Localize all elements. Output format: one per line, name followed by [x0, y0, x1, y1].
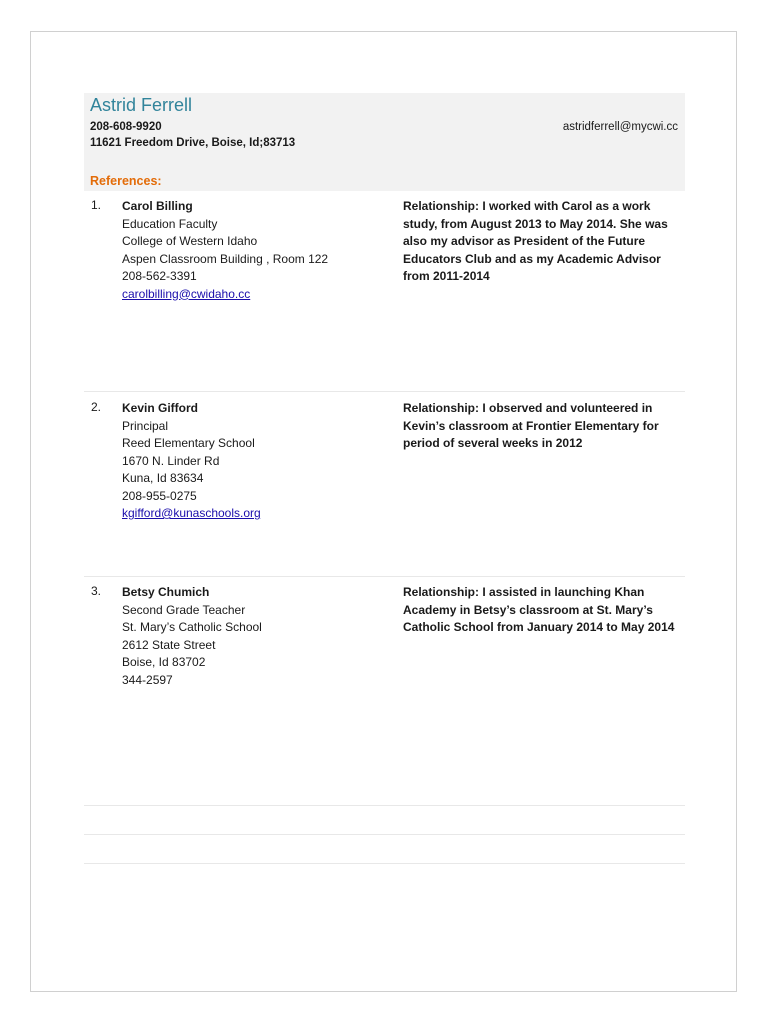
- reference-organization: St. Mary’s Catholic School: [122, 620, 262, 634]
- reference-email-link[interactable]: carolbilling@cwidaho.cc: [122, 286, 251, 301]
- reference-phone: 208-562-3391: [122, 269, 197, 283]
- reference-number: 3.: [91, 584, 102, 598]
- reference-title: Principal: [122, 418, 169, 433]
- divider: [84, 576, 685, 577]
- reference-organization: College of Western Idaho: [122, 234, 258, 248]
- reference-street: 1670 N. Linder Rd: [122, 453, 220, 468]
- reference-number: 2.: [91, 400, 102, 414]
- divider: [84, 805, 685, 806]
- applicant-name: Astrid Ferrell: [90, 95, 193, 115]
- references-heading: References:: [90, 174, 162, 188]
- reference-street: 2612 State Street: [122, 637, 216, 652]
- reference-organization: Reed Elementary School: [122, 436, 255, 450]
- reference-contact: [122, 400, 261, 523]
- applicant-phone: 208-608-9920: [90, 121, 162, 133]
- reference-contact: [122, 584, 262, 689]
- reference-title: Education Faculty: [122, 216, 218, 231]
- reference-phone: 344-2597: [122, 672, 173, 687]
- reference-name: Carol Billing: [122, 199, 193, 213]
- reference-title: Second Grade Teacher: [122, 602, 246, 617]
- reference-relationship: Relationship: I observed and volunteered in Kevin’s classroom at Frontier Elementary for period of several weeks in 2012: [403, 401, 659, 450]
- reference-contact: [122, 198, 328, 303]
- divider: [84, 834, 685, 835]
- reference-city: Kuna, Id 83634: [122, 471, 204, 485]
- reference-phone: 208-955-0275: [122, 488, 197, 503]
- reference-relationship: Relationship: I worked with Carol as a work study, from August 2013 to May 2014. She was also my advisor as President of the Future Educators Club and as my Academic Advisor from 2011-2014: [403, 199, 668, 283]
- reference-city: Boise, Id 83702: [122, 655, 206, 669]
- divider: [84, 391, 685, 392]
- reference-name: Kevin Gifford: [122, 401, 199, 415]
- reference-relationship: Relationship: I assisted in launching Khan Academy in Betsy’s classroom at St. Mary’s Catholic School from January 2014 to May 2014: [403, 585, 675, 634]
- reference-number: 1.: [91, 198, 102, 212]
- applicant-email: astridferrell@mycwi.cc: [562, 121, 678, 133]
- applicant-address: 11621 Freedom Drive, Boise, Id;83713: [90, 137, 296, 149]
- reference-email-link[interactable]: kgifford@kunaschools.org: [122, 506, 261, 520]
- reference-name: Betsy Chumich: [122, 585, 210, 599]
- reference-location: Aspen Classroom Building , Room 122: [122, 251, 329, 266]
- divider: [84, 863, 685, 864]
